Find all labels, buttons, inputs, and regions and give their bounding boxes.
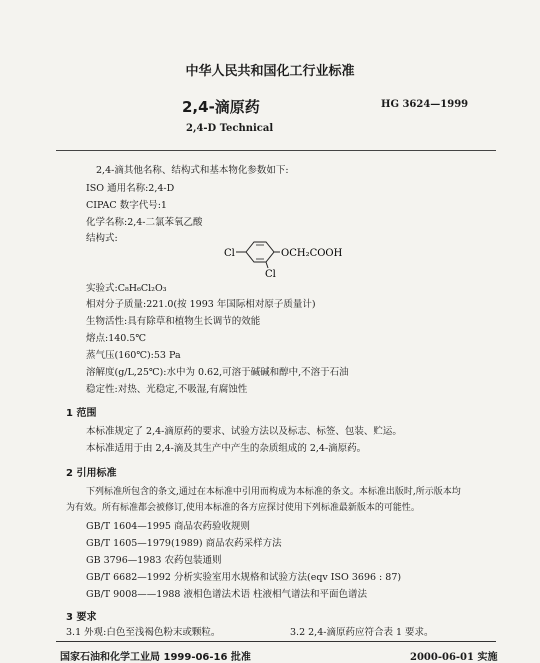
chemical-name: 化学名称:2,4-二氯苯氧乙酸 bbox=[86, 217, 203, 228]
section-2-heading: 2 引用标准 bbox=[66, 468, 117, 479]
english-title: 2,4-D Technical bbox=[186, 123, 274, 134]
header-divider bbox=[56, 150, 496, 151]
section-1-para-2: 本标准适用于由 2,4-滴及其生产中产生的杂质组成的 2,4-滴原药。 bbox=[86, 443, 367, 454]
struct-bottom-cl: Cl bbox=[265, 269, 276, 278]
struct-group: OCH₂COOH bbox=[281, 248, 343, 259]
issuing-organization: 中华人民共和国化工行业标准 bbox=[185, 64, 355, 79]
reference-item: GB 3796—1983 农药包装通则 bbox=[86, 555, 222, 566]
reference-item: GB/T 1605—1979(1989) 商品农药采样方法 bbox=[86, 538, 282, 549]
struct-left-cl: Cl bbox=[224, 248, 235, 259]
melting-point: 熔点:140.5℃ bbox=[86, 333, 147, 344]
section-1-para-1: 本标准规定了 2,4-滴原药的要求、试验方法以及标志、标签、包装、贮运。 bbox=[86, 426, 402, 437]
molecular-weight: 相对分子质量:221.0(按 1993 年国际相对原子质量计) bbox=[86, 299, 316, 310]
section-1-heading: 1 范围 bbox=[66, 408, 97, 419]
section-3-heading: 3 要求 bbox=[66, 612, 97, 623]
requirement-item: 3.1 外观:白色至浅褐色粉末或颗粒。 bbox=[66, 627, 221, 638]
empirical-formula: 实验式:C₈H₆Cl₂O₃ bbox=[86, 283, 167, 294]
intro-line: 2,4-滴其他名称、结构式和基本物化参数如下: bbox=[96, 165, 289, 176]
structure-label: 结构式: bbox=[86, 233, 118, 244]
solubility: 溶解度(g/L,25℃):水中为 0.62,可溶于碱碱和醇中,不溶于石油 bbox=[86, 367, 349, 378]
cipac-code: CIPAC 数字代号:1 bbox=[86, 200, 167, 211]
reference-item: GB/T 9008——1988 液相色谱法术语 柱液相气谱法和平面色谱法 bbox=[86, 589, 368, 600]
structural-formula bbox=[200, 234, 370, 278]
reference-item: GB/T 6682—1992 分析实验室用水规格和试验方法(eqv ISO 3696 : 87) bbox=[86, 572, 402, 583]
approval-line: 国家石油和化学工业局 1999-06-16 批准 bbox=[60, 652, 251, 663]
footer-divider bbox=[56, 641, 496, 642]
implementation-date: 2000-06-01 实施 bbox=[410, 652, 498, 663]
section-2-para-2: 为有效。所有标准都会被修订,使用本标准的各方应探讨使用下列标准最新版本的可能性。 bbox=[66, 503, 420, 513]
vapor-pressure: 蒸气压(160℃):53 Pa bbox=[86, 350, 181, 361]
document-title: 2,4-滴原药 bbox=[182, 98, 260, 116]
standard-code: HG 3624—1999 bbox=[381, 99, 469, 110]
requirement-item: 3.2 2,4-滴原药应符合表 1 要求。 bbox=[290, 627, 434, 638]
stability: 稳定性:对热、光稳定,不吸湿,有腐蚀性 bbox=[86, 384, 248, 395]
reference-item: GB/T 1604—1995 商品农药验收规则 bbox=[86, 521, 251, 532]
biological-activity: 生物活性:具有除草和植物生长调节的效能 bbox=[86, 316, 261, 327]
section-2-para-1: 下列标准所包含的条文,通过在本标准中引用而构成为本标准的条文。本标准出版时,所示版本均 bbox=[86, 487, 461, 497]
iso-name: ISO 通用名称:2,4-D bbox=[86, 183, 175, 194]
bond-bottom bbox=[266, 262, 268, 268]
